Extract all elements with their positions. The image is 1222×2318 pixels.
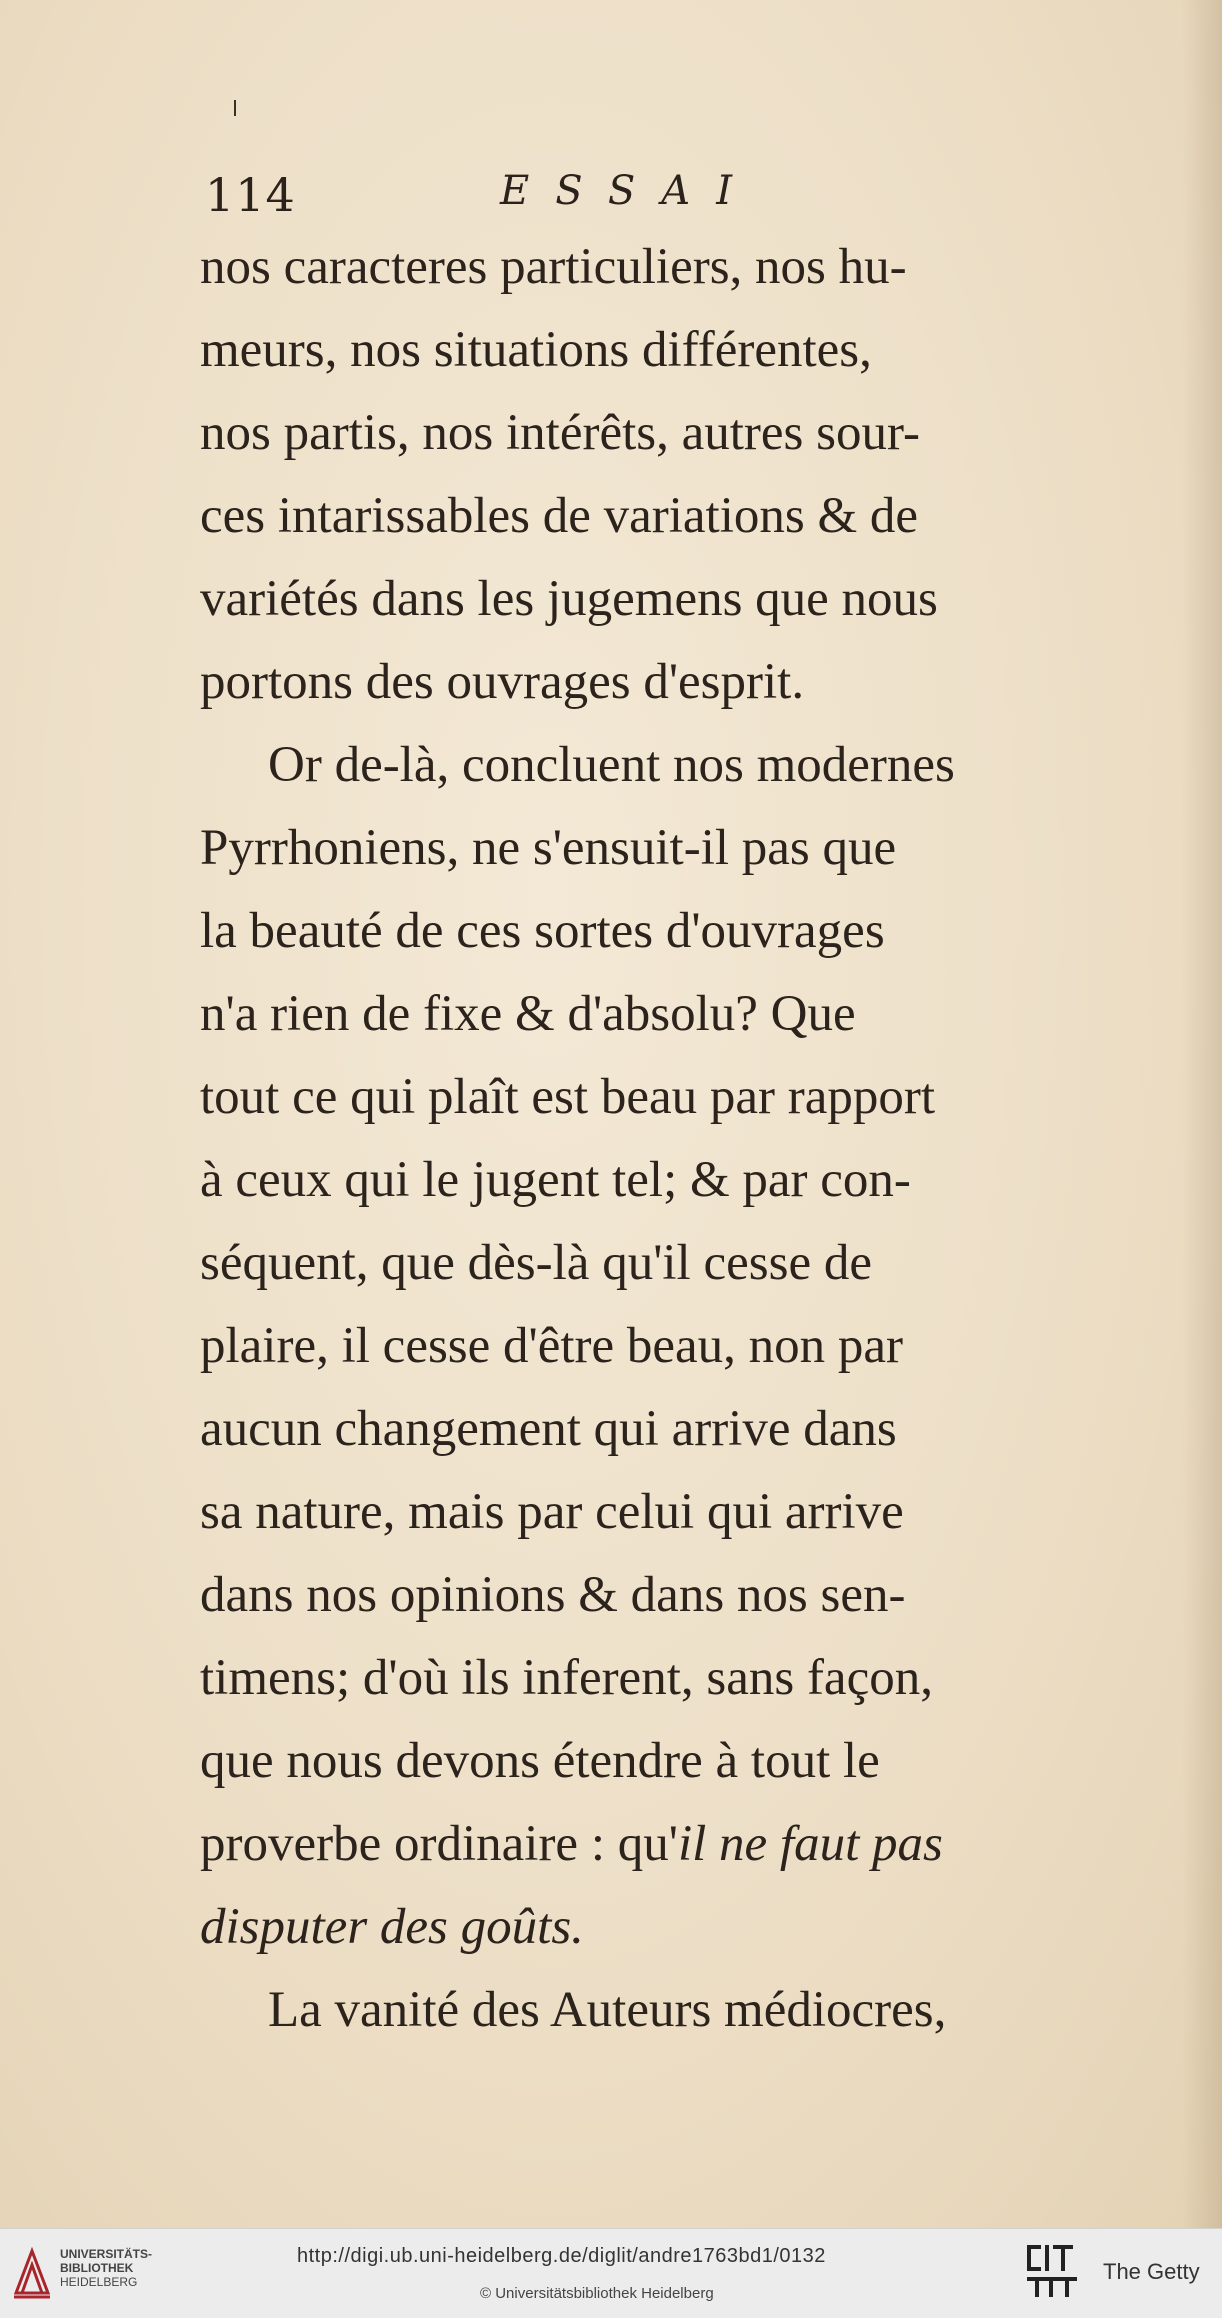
italic-text-segment: il ne faut pas — [677, 1816, 943, 1872]
partner-name: The Getty — [1103, 2259, 1200, 2284]
text-segment: variétés dans les jugemens que nous — [200, 571, 938, 627]
body-text — [200, 226, 1120, 2052]
text-line — [200, 1886, 1120, 1969]
copyright-notice: © Universitätsbibliothek Heidelberg — [480, 2285, 714, 2302]
text-segment: la beauté de ces sortes d'ouvrages — [200, 903, 885, 959]
text-line — [200, 226, 1120, 309]
text-line — [200, 309, 1120, 392]
text-line — [200, 890, 1120, 973]
text-line — [200, 1056, 1120, 1139]
text-line — [200, 1637, 1120, 1720]
text-segment: n'a rien de fixe & d'absolu? Que — [200, 986, 856, 1042]
library-name — [60, 2247, 152, 2289]
library-name-line3: HEIDELBERG — [60, 2275, 138, 2289]
text-line — [200, 1388, 1120, 1471]
text-segment: meurs, nos situations différentes, — [200, 322, 872, 378]
text-line — [200, 1720, 1120, 1803]
text-segment: proverbe ordinaire : qu' — [200, 1816, 678, 1872]
text-segment: nos caracteres particuliers, nos hu- — [200, 239, 907, 295]
text-segment: dans nos opinions & dans nos sen- — [200, 1567, 906, 1623]
text-line — [200, 475, 1120, 558]
italic-text-segment: disputer des goûts. — [200, 1899, 584, 1955]
text-line — [200, 1305, 1120, 1388]
text-line — [200, 807, 1120, 890]
text-segment: à ceux qui le jugent tel; & par con- — [200, 1152, 911, 1208]
text-line — [200, 973, 1120, 1056]
page-number: 114 — [205, 168, 296, 222]
text-line — [200, 1222, 1120, 1305]
text-line — [200, 1969, 1120, 2052]
university-library-logo-icon — [12, 2243, 52, 2299]
text-segment: Pyrrhoniens, ne s'ensuit-il pas que — [200, 820, 897, 876]
text-segment: plaire, il cesse d'être beau, non par — [200, 1318, 904, 1374]
text-segment: Or de-là, concluent nos modernes — [268, 737, 955, 793]
library-name-line2: BIBLIOTHEK — [60, 2261, 134, 2275]
text-segment: timens; d'où ils inferent, sans façon, — [200, 1650, 933, 1706]
footer-bar — [0, 2228, 1222, 2318]
running-head: ESSAI — [500, 168, 758, 214]
text-line — [200, 1803, 1120, 1886]
text-line — [200, 558, 1120, 641]
margin-mark — [234, 100, 236, 116]
text-segment: séquent, que dès-là qu'il cesse de — [200, 1235, 872, 1291]
text-segment: ces intarissables de variations & de — [200, 488, 919, 544]
text-line — [200, 1139, 1120, 1222]
text-line — [200, 1554, 1120, 1637]
getty-logo-icon — [1025, 2241, 1081, 2301]
permalink-url[interactable]: http://digi.ub.uni-heidelberg.de/diglit/andre1763bd1/0132 — [297, 2245, 826, 2267]
text-segment: que nous devons étendre à tout le — [200, 1733, 880, 1789]
text-segment: La vanité des Auteurs médiocres, — [268, 1982, 947, 2038]
text-segment: portons des ouvrages d'esprit. — [200, 654, 805, 710]
text-line — [200, 1471, 1120, 1554]
text-segment: tout ce qui plaît est beau par rapport — [200, 1069, 935, 1125]
text-segment: nos partis, nos intérêts, autres sour- — [200, 405, 920, 461]
text-line — [200, 724, 1120, 807]
library-name-line1: UNIVERSITÄTS- — [60, 2247, 153, 2261]
text-line — [200, 641, 1120, 724]
text-segment: sa nature, mais par celui qui arrive — [200, 1484, 904, 1540]
text-segment: aucun changement qui arrive dans — [200, 1401, 897, 1457]
text-line — [200, 392, 1120, 475]
